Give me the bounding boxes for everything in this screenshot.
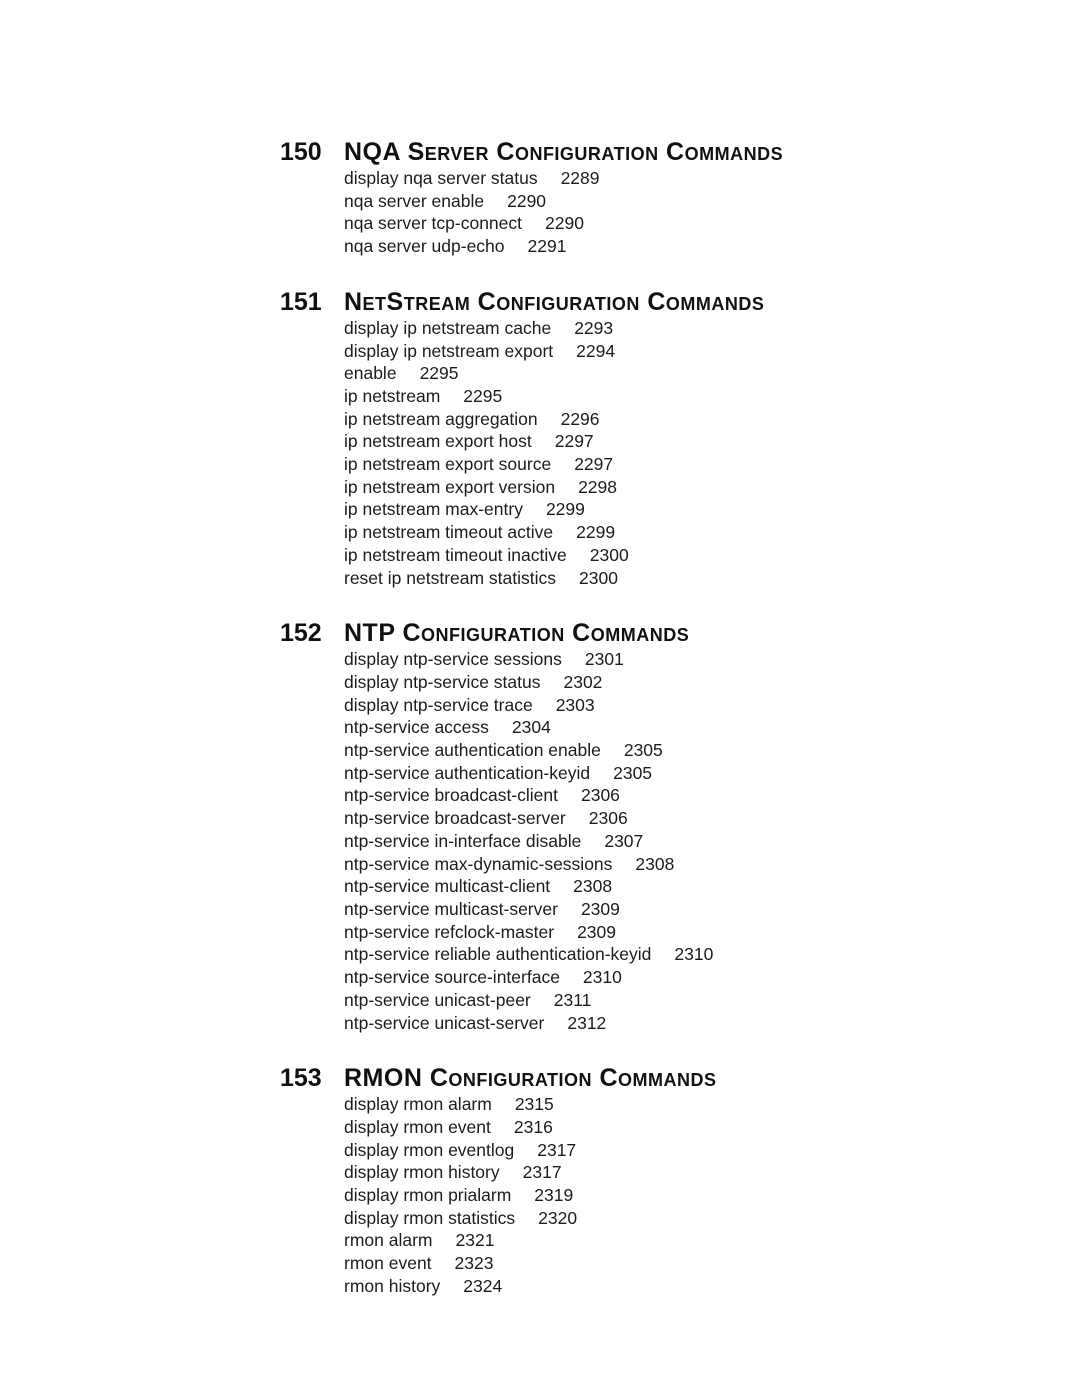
section-number: 151	[280, 287, 322, 316]
entry-command-label: reset ip netstream statistics	[344, 567, 557, 588]
section-number: 150	[280, 138, 322, 166]
entry-command-label: display rmon statistics	[344, 1207, 516, 1228]
toc-entry	[344, 340, 1000, 363]
section-entry-list	[280, 317, 1000, 589]
section-title: RMON Configuration Commands	[344, 1064, 717, 1093]
section-number: 153	[280, 1064, 322, 1093]
toc-entry	[344, 235, 1000, 258]
entry-command-label: ip netstream export version	[344, 476, 556, 497]
entry-page-number: 2305	[613, 762, 653, 783]
toc-entry	[344, 784, 1000, 807]
entry-command-label: display ip netstream export	[344, 340, 554, 361]
entry-command-label: ntp-service max-dynamic-sessions	[344, 853, 613, 874]
entry-page-number: 2315	[514, 1094, 554, 1115]
section-number: 152	[280, 619, 322, 648]
toc-entry	[344, 385, 1000, 408]
toc-entry	[344, 1139, 1000, 1162]
entry-command-label: display nqa server status	[344, 168, 538, 188]
entry-command-label: ntp-service in-interface disable	[344, 830, 582, 851]
section-heading	[280, 287, 1000, 317]
toc-entry	[344, 453, 1000, 476]
entry-command-label: display rmon alarm	[344, 1094, 492, 1115]
toc-entry	[344, 430, 1000, 453]
toc-entry	[344, 898, 1000, 921]
entry-command-label: display rmon eventlog	[344, 1139, 515, 1160]
entry-command-label: nqa server udp-echo	[344, 236, 505, 257]
entry-page-number: 2300	[579, 567, 618, 588]
entry-page-number: 2320	[538, 1207, 578, 1228]
entry-page-number: 2323	[454, 1253, 494, 1274]
toc-section	[280, 618, 1000, 1034]
entry-command-label: ntp-service multicast-server	[344, 898, 558, 919]
toc-entry	[344, 853, 1000, 876]
toc-entry	[344, 498, 1000, 521]
entry-page-number: 2308	[635, 853, 675, 874]
section-title: NTP Configuration Commands	[344, 619, 690, 648]
section-heading	[280, 618, 1000, 648]
entry-page-number: 2308	[573, 876, 613, 897]
section-entry-list	[280, 1093, 1000, 1297]
toc-entry	[344, 1012, 1000, 1035]
entry-page-number: 2306	[580, 785, 620, 806]
entry-command-label: ntp-service authentication enable	[344, 740, 601, 761]
toc-entry	[344, 1161, 1000, 1184]
entry-page-number: 2290	[507, 190, 547, 211]
section-heading	[280, 137, 1000, 167]
entry-command-label: ntp-service unicast-peer	[344, 989, 531, 1010]
entry-command-label: ntp-service unicast-server	[344, 1012, 545, 1033]
entry-page-number: 2310	[674, 944, 714, 965]
toc-entry	[344, 521, 1000, 544]
entry-page-number: 2297	[574, 454, 614, 475]
entry-page-number: 2296	[560, 408, 600, 429]
entry-command-label: display ntp-service trace	[344, 694, 533, 715]
entry-command-label: display rmon prialarm	[344, 1185, 512, 1206]
entry-page-number: 2307	[604, 830, 644, 851]
toc-entry	[344, 807, 1000, 830]
entry-page-number: 2297	[554, 431, 594, 452]
toc-entry	[344, 739, 1000, 762]
toc-entry	[344, 921, 1000, 944]
entry-page-number: 2309	[580, 898, 620, 919]
toc-entry	[344, 966, 1000, 989]
entry-command-label: ntp-service multicast-client	[344, 876, 551, 897]
toc-entry	[344, 1229, 1000, 1252]
entry-command-label: display rmon event	[344, 1116, 491, 1137]
toc-section	[280, 137, 1000, 258]
toc-entry	[344, 544, 1000, 567]
section-title: NQA Server Configuration Commands	[344, 138, 784, 166]
entry-page-number: 2306	[588, 808, 628, 829]
entry-page-number: 2295	[419, 363, 459, 384]
toc-entry	[344, 362, 1000, 385]
entry-command-label: ip netstream timeout inactive	[344, 544, 567, 565]
entry-page-number: 2298	[578, 476, 618, 497]
section-title: NetStream Configuration Commands	[344, 287, 765, 316]
entry-page-number: 2293	[574, 317, 614, 338]
entry-page-number: 2317	[537, 1139, 577, 1160]
entry-command-label: ip netstream	[344, 385, 441, 406]
toc-entry	[344, 190, 1000, 213]
entry-page-number: 2289	[560, 168, 600, 188]
entry-command-label: ntp-service reliable authentication-keyid	[344, 944, 652, 965]
entry-page-number: 2299	[545, 499, 585, 520]
toc-entry	[344, 875, 1000, 898]
entry-page-number: 2319	[534, 1185, 574, 1206]
toc-entry	[344, 317, 1000, 340]
entry-page-number: 2295	[463, 385, 503, 406]
entry-page-number: 2291	[527, 236, 567, 257]
toc-entry	[344, 1207, 1000, 1230]
entry-command-label: rmon alarm	[344, 1230, 433, 1251]
entry-command-label: ip netstream aggregation	[344, 408, 538, 429]
toc-entry	[344, 167, 1000, 190]
entry-command-label: ntp-service broadcast-server	[344, 808, 566, 829]
entry-command-label: ip netstream export source	[344, 454, 552, 475]
toc-section	[280, 1063, 1000, 1297]
entry-page-number: 2305	[623, 740, 663, 761]
entry-command-label: ntp-service authentication-keyid	[344, 762, 591, 783]
entry-page-number: 2316	[513, 1116, 553, 1137]
entry-command-label: rmon history	[344, 1275, 441, 1296]
entry-command-label: display rmon history	[344, 1162, 500, 1183]
toc-entry	[344, 648, 1000, 671]
entry-command-label: ip netstream export host	[344, 431, 532, 452]
toc-entry	[344, 212, 1000, 235]
entry-page-number: 2317	[522, 1162, 562, 1183]
toc-entry	[344, 1116, 1000, 1139]
entry-page-number: 2303	[555, 694, 595, 715]
entry-page-number: 2310	[582, 967, 622, 988]
toc-entry	[344, 671, 1000, 694]
toc-entry	[344, 1275, 1000, 1298]
section-entry-list	[280, 167, 1000, 258]
entry-page-number: 2309	[577, 921, 616, 942]
entry-command-label: display ip netstream cache	[344, 317, 552, 338]
entry-page-number: 2312	[567, 1012, 607, 1033]
toc-entry	[344, 567, 1000, 590]
entry-page-number: 2301	[584, 649, 624, 670]
entry-command-label: ntp-service refclock-master	[344, 921, 555, 942]
toc-entry	[344, 408, 1000, 431]
toc-entry	[344, 989, 1000, 1012]
toc-entry	[344, 476, 1000, 499]
entry-command-label: display ntp-service status	[344, 671, 541, 692]
table-of-contents	[280, 137, 1000, 1327]
entry-command-label: display ntp-service sessions	[344, 649, 562, 670]
section-heading	[280, 1063, 1000, 1093]
toc-entry	[344, 1184, 1000, 1207]
entry-page-number: 2304	[511, 717, 551, 738]
entry-page-number: 2294	[576, 340, 616, 361]
entry-command-label: ntp-service broadcast-client	[344, 785, 558, 806]
entry-command-label: rmon event	[344, 1253, 432, 1274]
entry-page-number: 2290	[545, 213, 584, 234]
entry-command-label: enable	[344, 363, 397, 384]
entry-command-label: nqa server tcp-connect	[344, 213, 523, 234]
entry-page-number: 2321	[455, 1230, 495, 1251]
toc-entry	[344, 694, 1000, 717]
entry-page-number: 2302	[563, 671, 603, 692]
section-entry-list	[280, 648, 1000, 1034]
toc-entry	[344, 1093, 1000, 1116]
entry-command-label: ntp-service source-interface	[344, 967, 560, 988]
toc-entry	[344, 762, 1000, 785]
toc-entry	[344, 943, 1000, 966]
toc-entry	[344, 830, 1000, 853]
toc-entry	[344, 1252, 1000, 1275]
entry-command-label: ntp-service access	[344, 717, 489, 738]
toc-section	[280, 287, 1000, 589]
entry-page-number: 2324	[463, 1275, 503, 1296]
entry-command-label: nqa server enable	[344, 190, 485, 211]
toc-entry	[344, 716, 1000, 739]
entry-command-label: ip netstream max-entry	[344, 499, 523, 520]
entry-page-number: 2299	[576, 522, 616, 543]
entry-page-number: 2300	[589, 544, 629, 565]
entry-page-number: 2311	[553, 989, 592, 1010]
entry-command-label: ip netstream timeout active	[344, 522, 554, 543]
